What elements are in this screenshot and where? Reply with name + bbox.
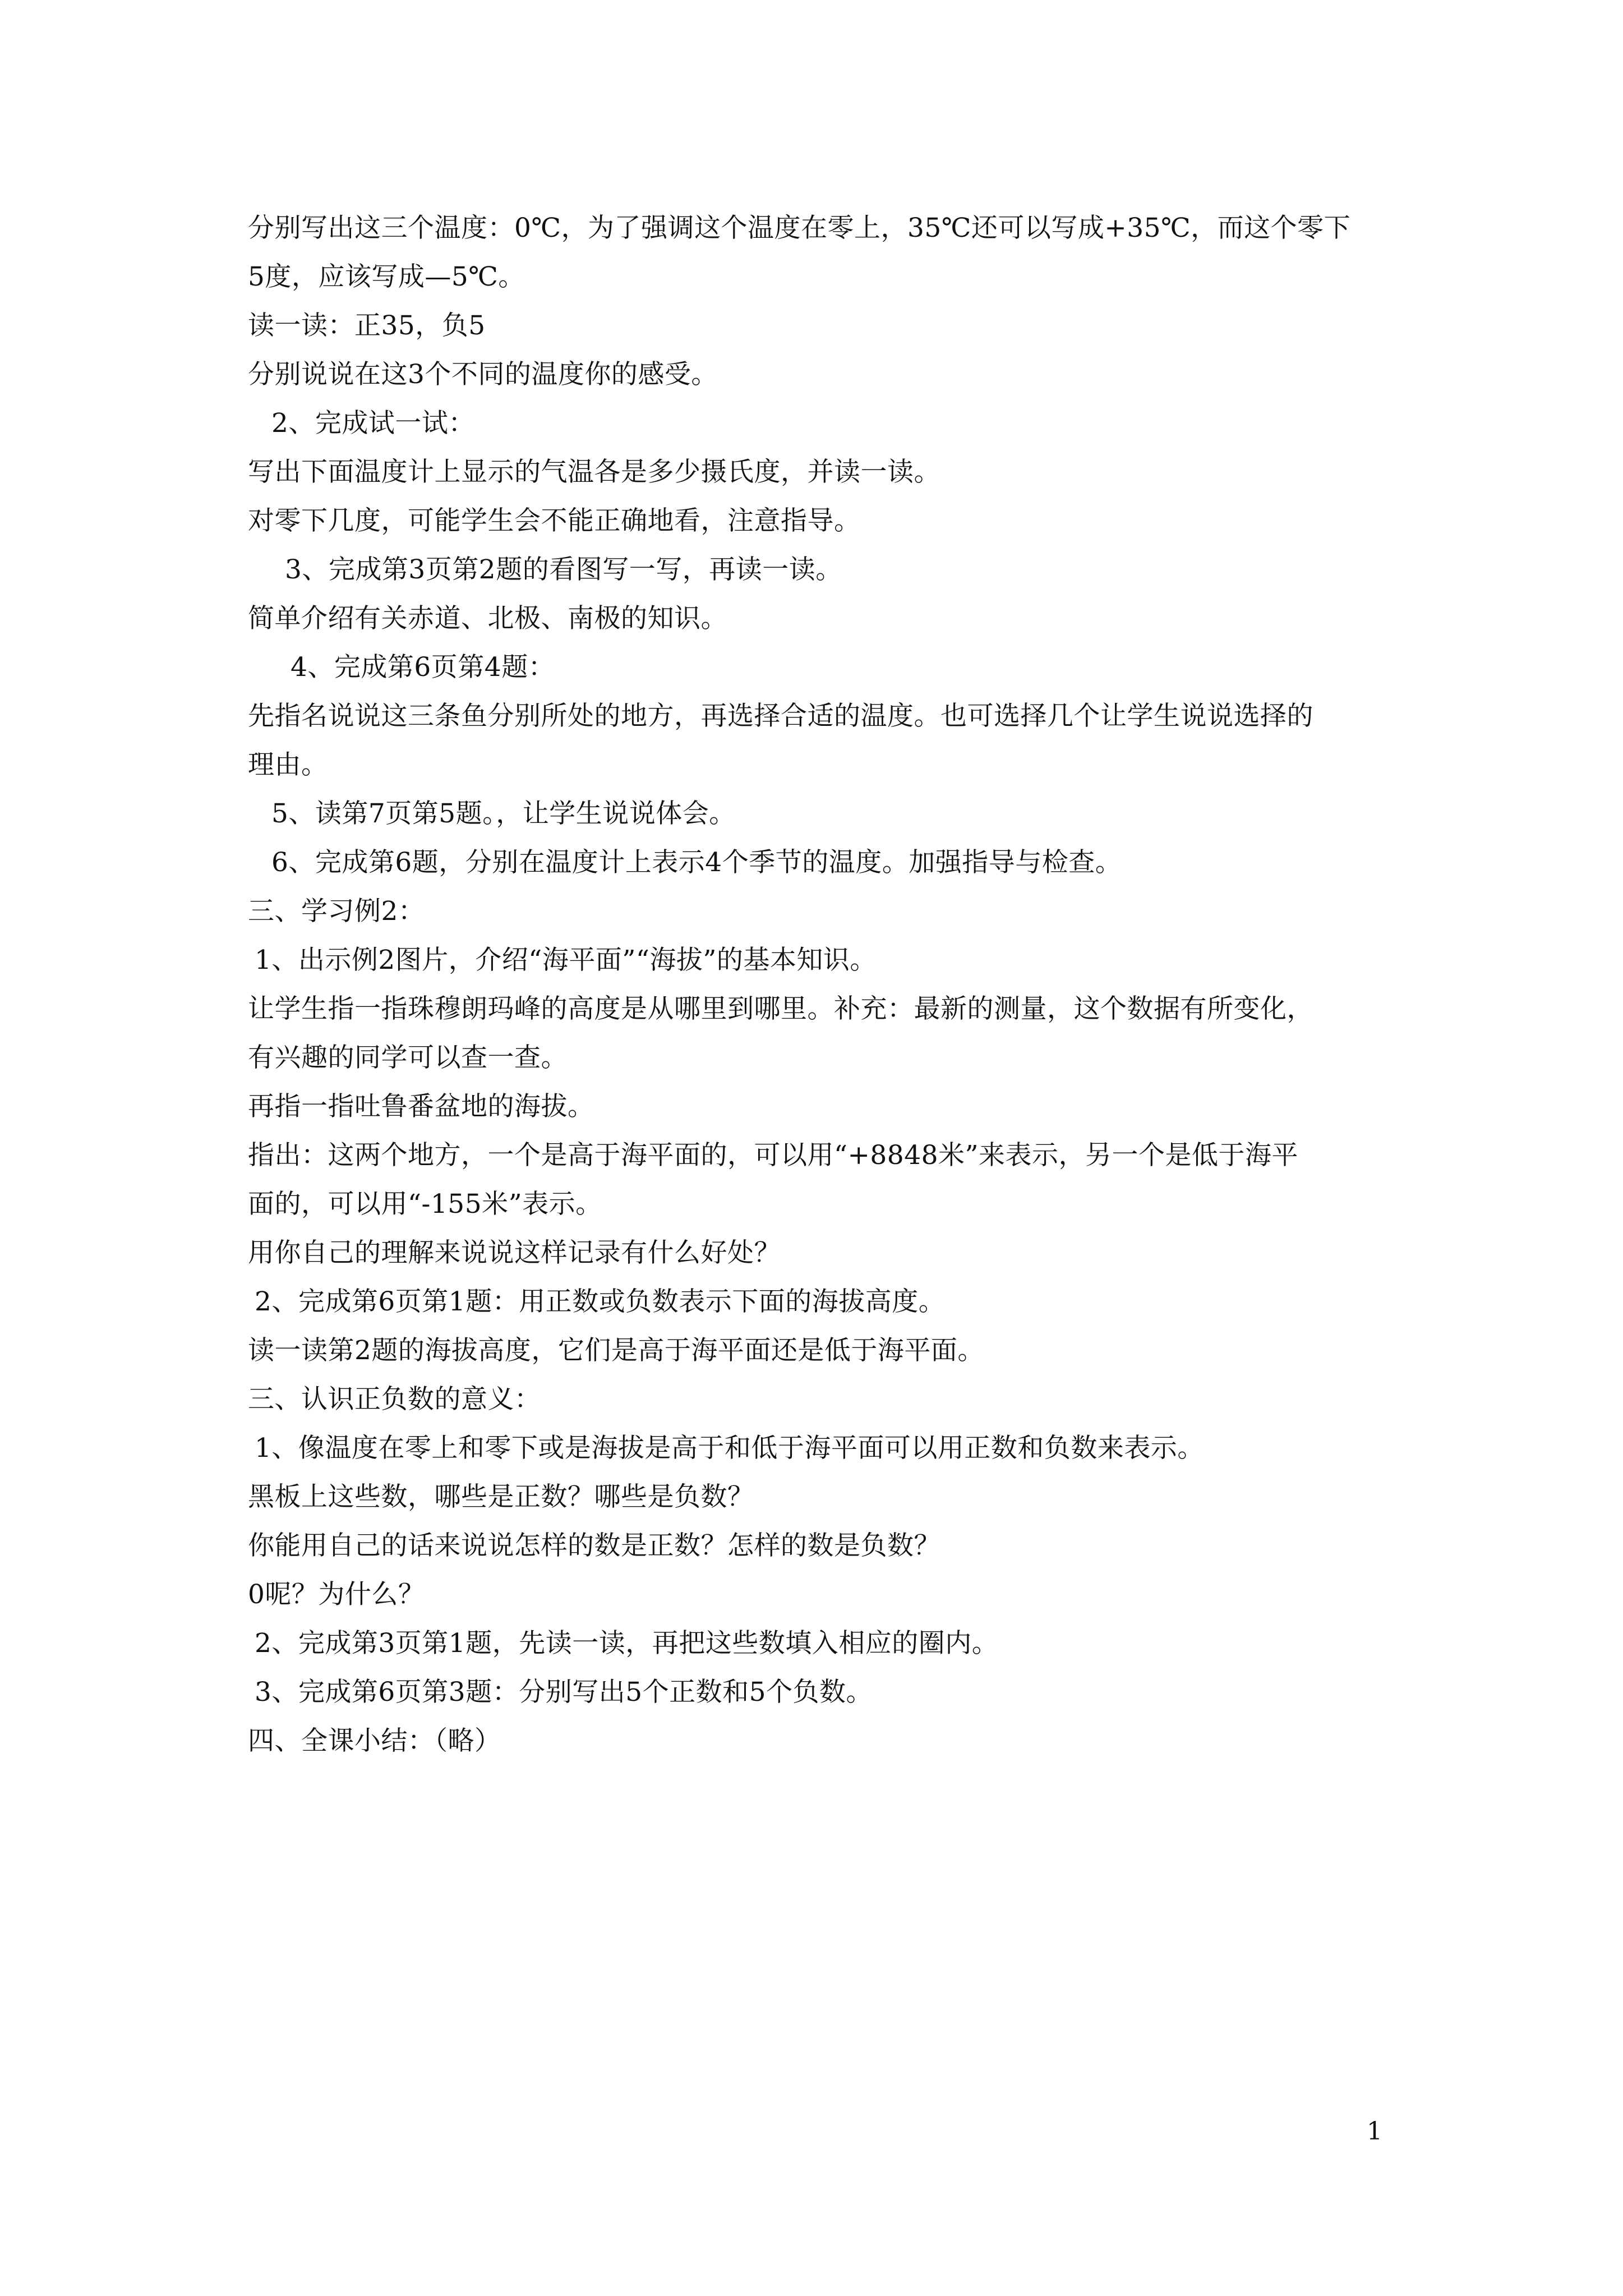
text-line: 分别写出这三个温度：0℃，为了强调这个温度在零上，35℃还可以写成+35℃，而这个零下 <box>248 213 1351 243</box>
text-line: 2、完成第3页第1题，先读一读，再把这些数填入相应的圈内。 <box>255 1628 999 1659</box>
section-heading: 三、认识正负数的意义： <box>248 1384 541 1415</box>
text-line: 让学生指一指珠穆朗玛峰的高度是从哪里到哪里。补充：最新的测量，这个数据有所变化， <box>248 993 1313 1024</box>
text-line: 3、完成第3页第2题的看图写一写，再读一读。 <box>285 554 842 585</box>
text-line: 1、出示例2图片，介绍“海平面”“海拔”的基本知识。 <box>255 945 877 976</box>
text-line: 有兴趣的同学可以查一查。 <box>248 1042 568 1073</box>
text-line: 5度，应该写成—5℃。 <box>248 261 525 292</box>
text-line: 你能用自己的话来说说怎样的数是正数？怎样的数是负数？ <box>248 1530 940 1561</box>
text-line: 对零下几度，可能学生会不能正确地看，注意指导。 <box>248 505 861 536</box>
text-line: 0呢？为什么？ <box>248 1579 425 1610</box>
text-line: 分别说说在这3个不同的温度你的感受。 <box>248 359 718 390</box>
document-body <box>248 204 1392 1765</box>
page-number: 1 <box>1367 2117 1382 2146</box>
text-line: 2、完成试一试： <box>271 408 475 439</box>
text-line: 简单介绍有关赤道、北极、南极的知识。 <box>248 603 727 634</box>
text-line: 5、读第7页第5题。，让学生说说体会。 <box>271 798 736 829</box>
section-heading: 三、学习例2： <box>248 896 425 927</box>
text-line: 1、像温度在零上和零下或是海拔是高于和低于海平面可以用正数和负数来表示。 <box>255 1433 1204 1464</box>
text-line: 写出下面温度计上显示的气温各是多少摄氏度，并读一读。 <box>248 457 940 487</box>
text-line: 先指名说说这三条鱼分别所处的地方，再选择合适的温度。也可选择几个让学生说说选择的 <box>248 701 1313 731</box>
text-line: 指出：这两个地方，一个是高于海平面的，可以用“+8848米”来表示，另一个是低于海平 <box>248 1140 1299 1171</box>
text-line: 理由。 <box>248 749 328 780</box>
section-heading: 四、全课小结：（略） <box>248 1726 501 1756</box>
text-line: 读一读：正35，负5 <box>248 310 486 341</box>
text-line: 面的，可以用“-155米”表示。 <box>248 1189 602 1220</box>
text-line: 再指一指吐鲁番盆地的海拔。 <box>248 1091 594 1122</box>
text-line: 3、完成第6页第3题：分别写出5个正数和5个负数。 <box>255 1677 873 1708</box>
text-line: 6、完成第6题，分别在温度计上表示4个季节的温度。加强指导与检查。 <box>271 847 1122 878</box>
text-line: 读一读第2题的海拔高度，它们是高于海平面还是低于海平面。 <box>248 1335 984 1366</box>
text-line: 黑板上这些数，哪些是正数？哪些是负数？ <box>248 1481 754 1512</box>
text-line: 2、完成第6页第1题：用正数或负数表示下面的海拔高度。 <box>255 1286 946 1317</box>
text-line: 4、完成第6页第4题： <box>291 652 555 683</box>
text-line: 用你自己的理解来说说这样记录有什么好处？ <box>248 1237 781 1268</box>
